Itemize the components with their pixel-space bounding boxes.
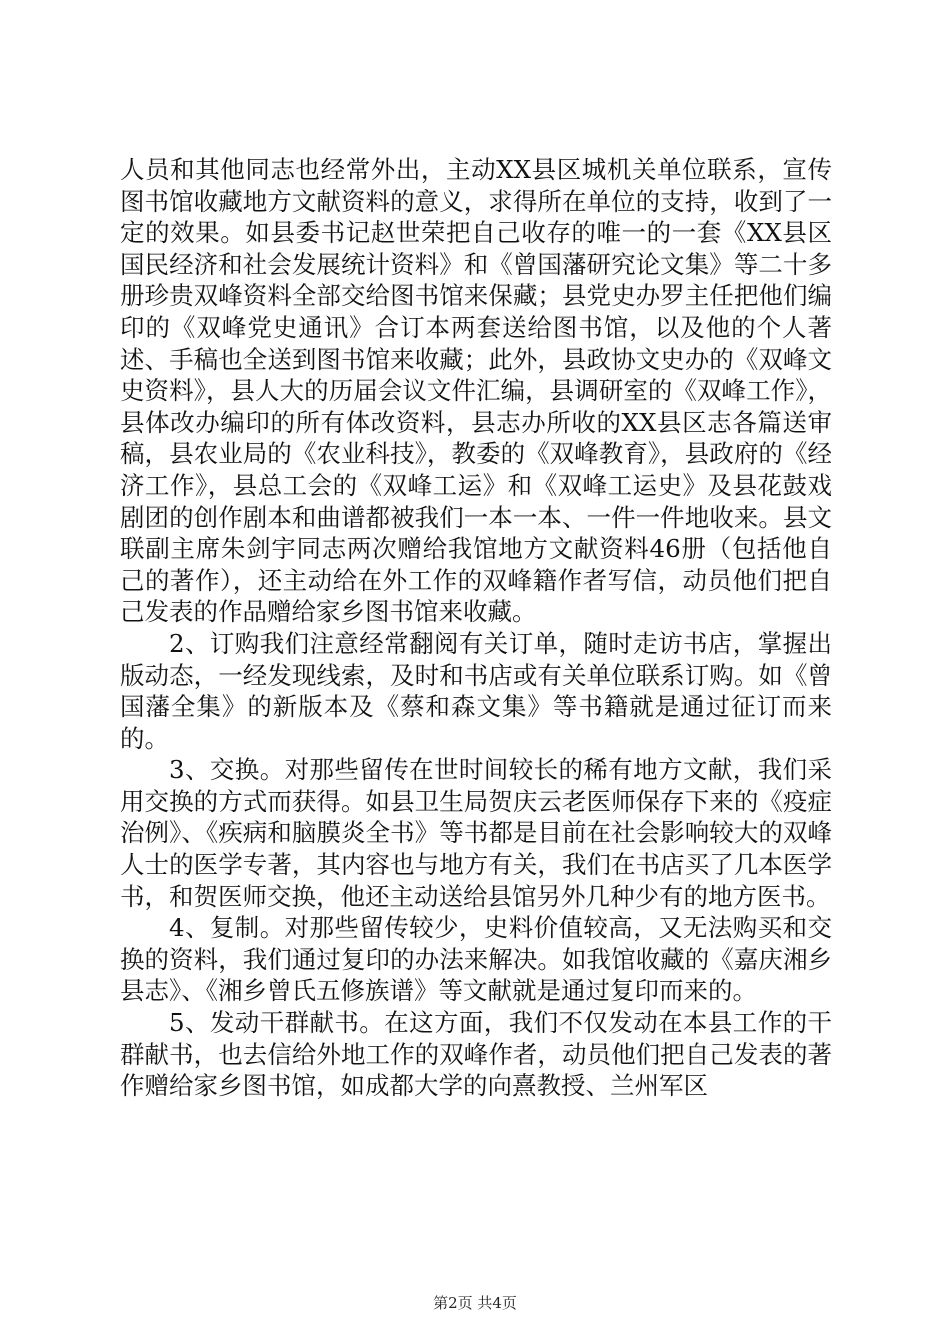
document-body [120, 154, 832, 1102]
paragraph-1: 人员和其他同志也经常外出，主动XX县区城机关单位联系，宣传图书馆收藏地方文献资料的意义，求得所在单位的支持，收到了一定的效果。如县委书记赵世荣把自己收存的唯一的一套《XX县区国民经济和社会发展统计资料》和《曾国藩研究论文集》等二十多册珍贵双峰资料全部交给图书馆来保藏；县党史办罗主任把他们编印的《双峰党史通讯》合订本两套送给图书馆，以及他的个人著述、手稿也全送到图书馆来收藏；此外，县政协文史办的《双峰文史资料》，县人大的历届会议文件汇编，县调研室的《双峰工作》，县体改办编印的所有体改资料，县志办所收的XX县区志各篇送审稿，县农业局的《农业科技》，教委的《双峰教育》，县政府的《经济工作》，县总工会的《双峰工运》和《双峰工运史》及县花鼓戏剧团的创作剧本和曲谱都被我们一本一本、一件一件地收来。县文联副主席朱剑宇同志两次赠给我馆地方文献资料46册（包括他自己的著作），还主动给在外工作的双峰籍作者写信，动员他们把自己发表的作品赠给家乡图书馆来收藏。 [120, 155, 832, 627]
paragraph-2: 2、订购我们注意经常翻阅有关订单，随时走访书店，掌握出版动态，一经发现线索，及时和书店或有关单位联系订购。如《曾国藩全集》的新版本及《蔡和森文集》等书籍就是通过征订而来的。 [120, 628, 832, 753]
paragraph-3: 3、交换。对那些留传在世时间较长的稀有地方文献，我们采用交换的方式而获得。如县卫生局贺庆云老医师保存下来的《疫症治例》、《疾病和脑膜炎全书》等书都是目前在社会影响较大的双峰人士的医学专著，其内容也与地方有关，我们在书店买了几本医学书，和贺医师交换，他还主动送给县馆另外几种少有的地方医书。 [120, 755, 832, 911]
page-footer: 第2页 共4页 [433, 1294, 517, 1312]
paragraph-4: 4、复制。对那些留传较少，史料价值较高，又无法购买和交换的资料，我们通过复印的办法来解决。如我馆收藏的《嘉庆湘乡县志》、《湘乡曾氏五修族谱》等文献就是通过复印而来的。 [120, 913, 832, 1006]
paragraph-5: 5、发动干群献书。在这方面，我们不仅发动在本县工作的干群献书，也去信给外地工作的双峰作者，动员他们把自己发表的著作赠给家乡图书馆，如成都大学的向熹教授、兰州军区 [120, 1008, 832, 1101]
